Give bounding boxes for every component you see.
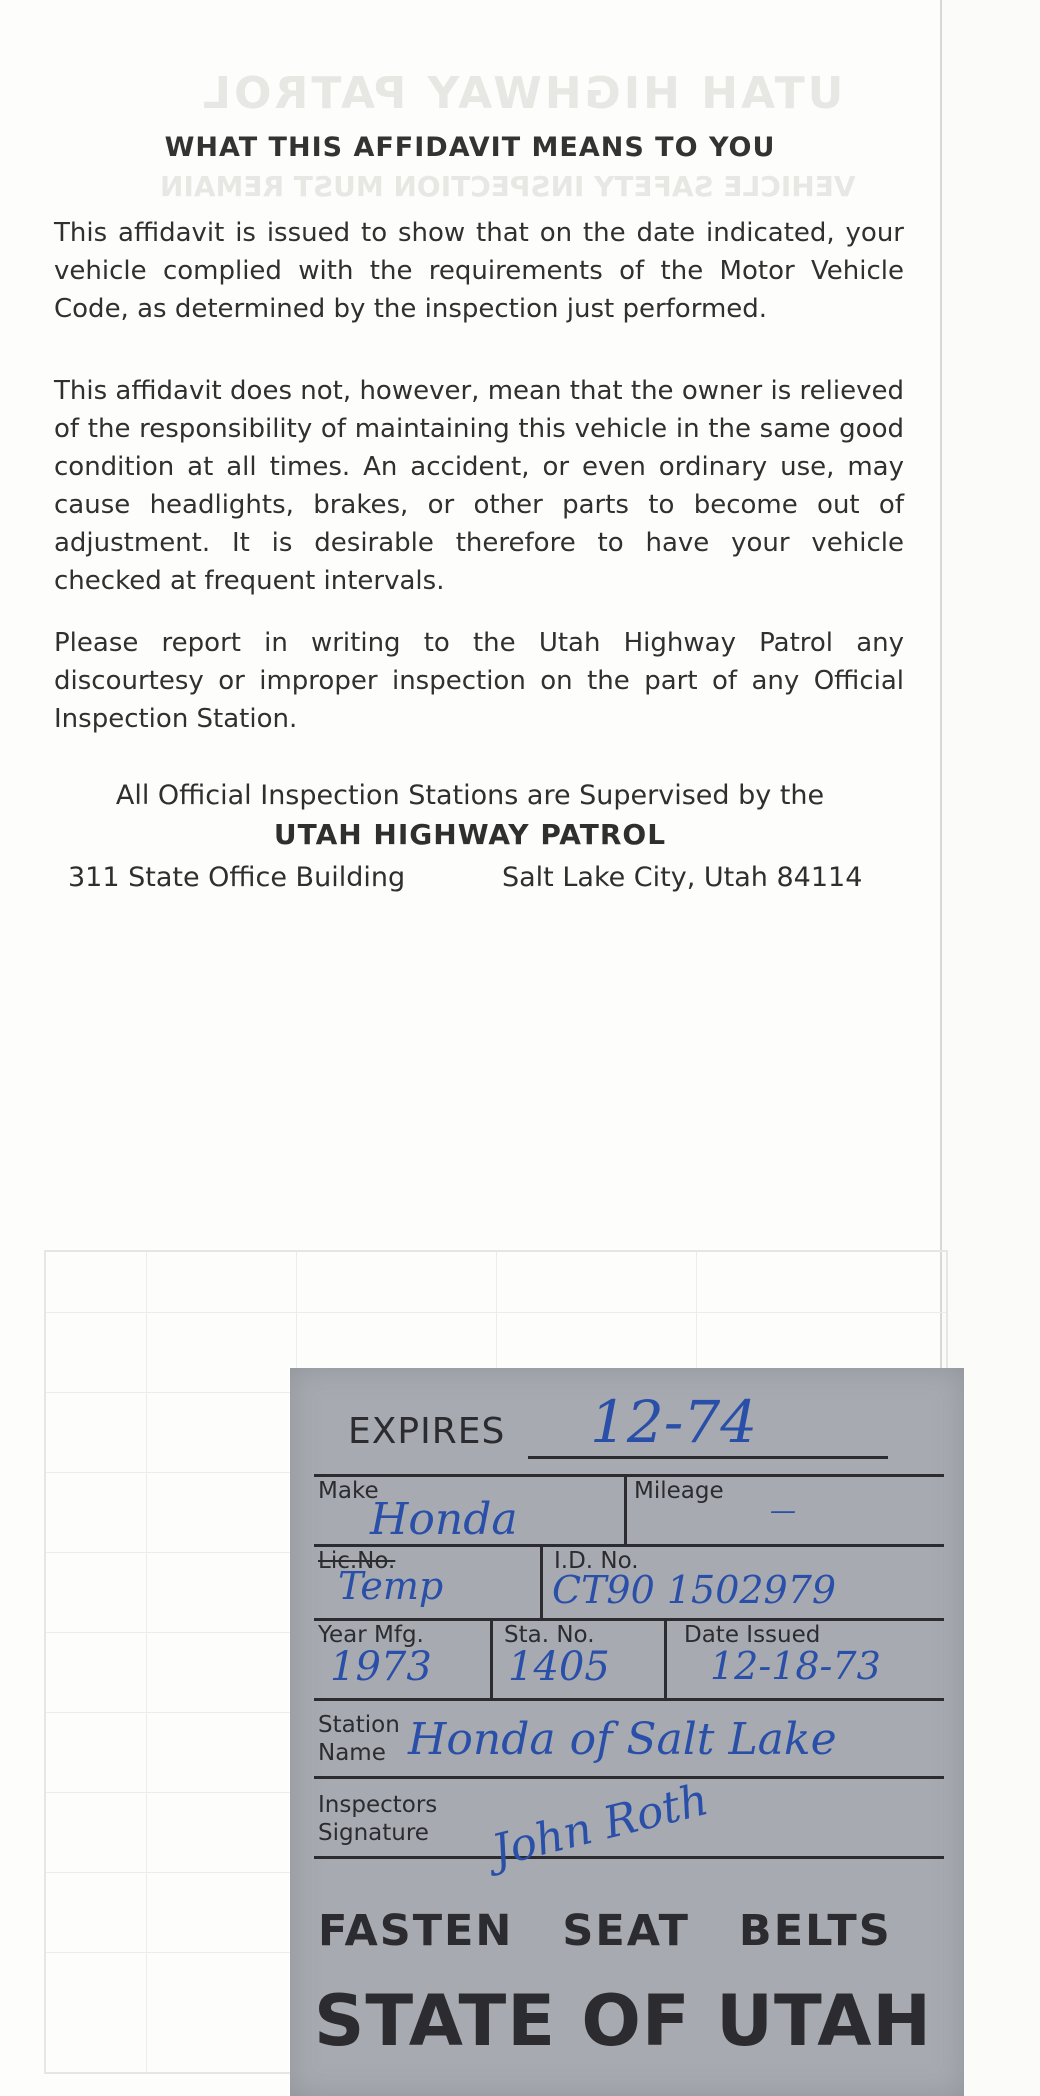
lic-label: Lic.No.	[318, 1548, 396, 1574]
state-of-utah: STATE OF UTAH	[314, 1980, 933, 2062]
supervised-line: All Official Inspection Stations are Supervised by the	[115, 780, 825, 811]
row-line-4	[314, 1698, 944, 1701]
sta-label: Sta. No.	[504, 1622, 595, 1648]
divider-year-sta	[490, 1618, 493, 1698]
inspection-sticker	[290, 1368, 964, 2096]
mileage-mark: —	[770, 1496, 796, 1526]
divider-sta-date	[664, 1618, 667, 1698]
make-label: Make	[318, 1478, 379, 1504]
date-value: 12-18-73	[710, 1644, 881, 1688]
make-value: Honda	[370, 1494, 518, 1545]
row-line-1	[314, 1474, 944, 1477]
fasten-seat-belts: FASTEN SEAT BELTS	[318, 1906, 892, 1956]
year-value: 1973	[330, 1644, 432, 1690]
id-value: CT90 1502979	[552, 1568, 837, 1612]
mileage-label: Mileage	[634, 1478, 724, 1504]
inspector-signature: John Roth	[487, 1774, 714, 1877]
paragraph-responsibility: This affidavit does not, however, mean that the owner is relieved of the responsibility of maintaining this vehicle in the same good condition at all times. An accident, or even ordinary use, may cause headlights, brakes, or other parts to become out of adjustment. It is desirable therefore to have your vehicle checked at frequent intervals.	[54, 376, 904, 596]
agency-address: 311 State Office Building	[68, 862, 406, 893]
bleed-header-2: VEHICLE SAFETY INSPECTION MUST REMAIN	[160, 170, 856, 203]
expires-value: 12-74	[590, 1388, 758, 1456]
affidavit-title: WHAT THIS AFFIDAVIT MEANS TO YOU	[164, 132, 776, 163]
paragraph-compliance: This affidavit is issued to show that on the date indicated, your vehicle complied with the requirements of the Motor Vehicle Code, as determined by the inspection just performed.	[54, 218, 904, 324]
station-label-1: Station	[318, 1712, 400, 1738]
row-line-6	[314, 1856, 944, 1859]
divider-lic-id	[540, 1544, 543, 1618]
year-label: Year Mfg.	[318, 1622, 424, 1648]
bleed-header-1: UTAH HIGHWAY PATROL	[200, 68, 844, 119]
date-label: Date Issued	[684, 1622, 821, 1648]
row-line-3	[314, 1618, 944, 1621]
agency-name: UTAH HIGHWAY PATROL	[273, 818, 667, 851]
paragraph-report: Please report in writing to the Utah Highway Patrol any discourtesy or improper inspection on the part of any Official Inspection Station.	[54, 628, 904, 734]
divider-make-mileage	[624, 1474, 627, 1544]
row-line-5	[314, 1776, 944, 1779]
agency-city: Salt Lake City, Utah 84114	[502, 862, 863, 893]
lic-value: Temp	[338, 1564, 444, 1608]
station-value: Honda of Salt Lake	[408, 1714, 837, 1765]
inspector-label-1: Inspectors	[318, 1792, 438, 1818]
id-label: I.D. No.	[554, 1548, 639, 1574]
expires-underline	[528, 1456, 888, 1459]
inspector-label-2: Signature	[318, 1820, 429, 1846]
station-label-2: Name	[318, 1740, 386, 1766]
expires-label: EXPIRES	[348, 1411, 506, 1452]
sta-value: 1405	[508, 1644, 610, 1690]
